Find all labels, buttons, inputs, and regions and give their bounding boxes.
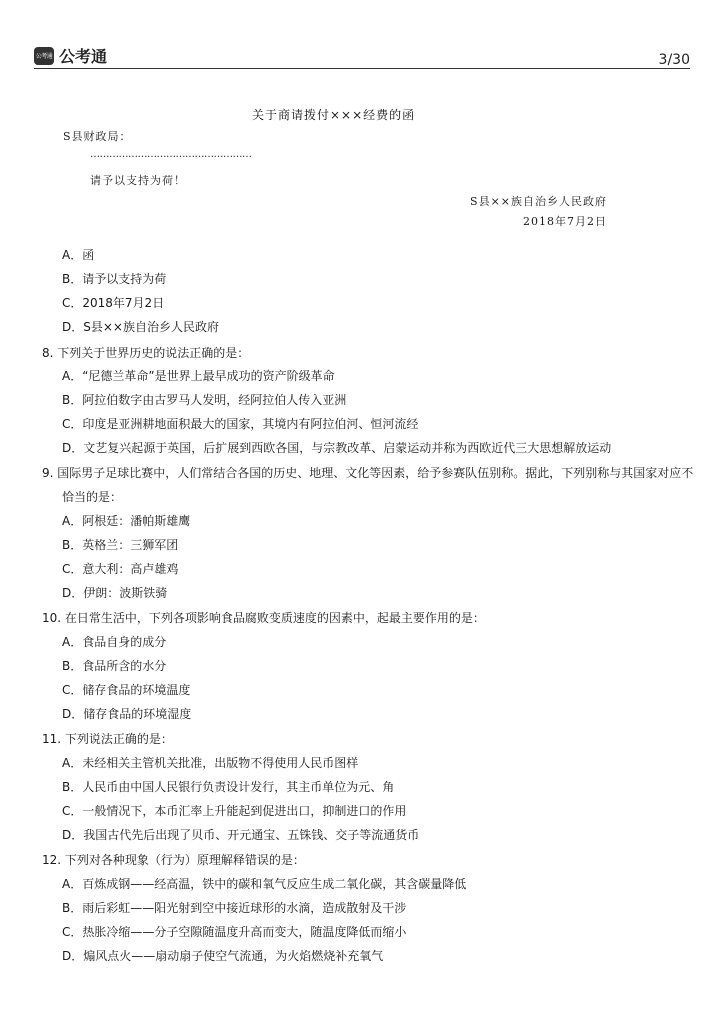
question-text: 8. 下列关于世界历史的说法正确的是：: [42, 346, 250, 360]
page-number: 3/30: [658, 52, 690, 68]
answer-option: C．热胀冷缩——分子空隙随温度升高而变大，随温度降低而缩小: [62, 925, 407, 939]
answer-option: D．伊朗：波斯铁骑: [62, 586, 168, 600]
answer-option: D．S县××族自治乡人民政府: [62, 320, 219, 334]
answer-option: B．雨后彩虹——阳光射到空中接近球形的水滴，造成散射及干涉: [62, 901, 407, 915]
answer-option: C．2018年7月2日: [62, 296, 165, 310]
answer-option: B．人民币由中国人民银行负责设计发行，其主币单位为元、角: [62, 780, 395, 794]
letter-ellipsis: ……………………………………………: [90, 149, 252, 160]
question-text: 恰当的是：: [62, 490, 123, 504]
answer-option: A．函: [62, 248, 95, 262]
letter-sender: S县××族自治乡人民政府: [470, 195, 607, 208]
answer-option: C．印度是亚洲耕地面积最大的国家，其境内有阿拉伯河、恒河流经: [62, 417, 419, 431]
page-header: [34, 40, 690, 68]
answer-option: C．一般情况下，本币汇率上升能起到促进出口，抑制进口的作用: [62, 804, 407, 818]
answer-option: A．未经相关主管机关批准，出版物不得使用人民币图样: [62, 756, 359, 770]
header-divider: [34, 68, 690, 69]
answer-option: D．文艺复兴起源于英国，后扩展到西欧各国，与宗教改革、启蒙运动并称为西欧近代三大思想解放运动: [62, 441, 612, 455]
answer-option: C．意大利：高卢雄鸡: [62, 562, 179, 576]
logo-text: 公考通: [59, 47, 108, 66]
letter-recipient: S县财政局：: [63, 130, 132, 143]
answer-option: A．百炼成钢——经高温，铁中的碳和氧气反应生成二氧化碳，其含碳量降低: [62, 877, 467, 891]
answer-option: B．请予以支持为荷: [62, 272, 167, 286]
answer-option: A．“尼德兰革命”是世界上最早成功的资产阶级革命: [62, 369, 335, 383]
answer-option: B．食品所含的水分: [62, 659, 167, 673]
answer-option: B．阿拉伯数字由古罗马人发明，经阿拉伯人传入亚洲: [62, 393, 347, 407]
letter-closing: 请予以支持为荷！: [90, 174, 186, 187]
answer-option: D．煽风点火——扇动扇子使空气流通，为火焰燃烧补充氧气: [62, 949, 384, 963]
letter-date: 2018年7月2日: [523, 215, 607, 228]
answer-option: C．储存食品的环境温度: [62, 683, 191, 697]
answer-option: B．英格兰：三狮军团: [62, 538, 179, 552]
question-text: 10. 在日常生活中，下列各项影响食品腐败变质速度的因素中，起最主要作用的是：: [42, 611, 485, 625]
question-text: 12. 下列对各种现象（行为）原理解释错误的是：: [42, 853, 305, 867]
answer-option: A．食品自身的成分: [62, 635, 167, 649]
answer-option: D．储存食品的环境湿度: [62, 707, 192, 721]
logo: [34, 44, 107, 67]
letter-title: 关于商请拨付×××经费的函: [252, 108, 416, 122]
question-text: 9. 国际男子足球比赛中，人们常结合各国的历史、地理、文化等因素，给予参赛队伍别称。据此，下列别称与其国家对应不: [42, 466, 694, 480]
question-text: 11. 下列说法正确的是：: [42, 732, 173, 746]
logo-icon: 公考通: [34, 47, 54, 65]
answer-option: A．阿根廷：潘帕斯雄鹰: [62, 514, 191, 528]
answer-option: D．我国古代先后出现了贝币、开元通宝、五铢钱、交子等流通货币: [62, 828, 420, 842]
